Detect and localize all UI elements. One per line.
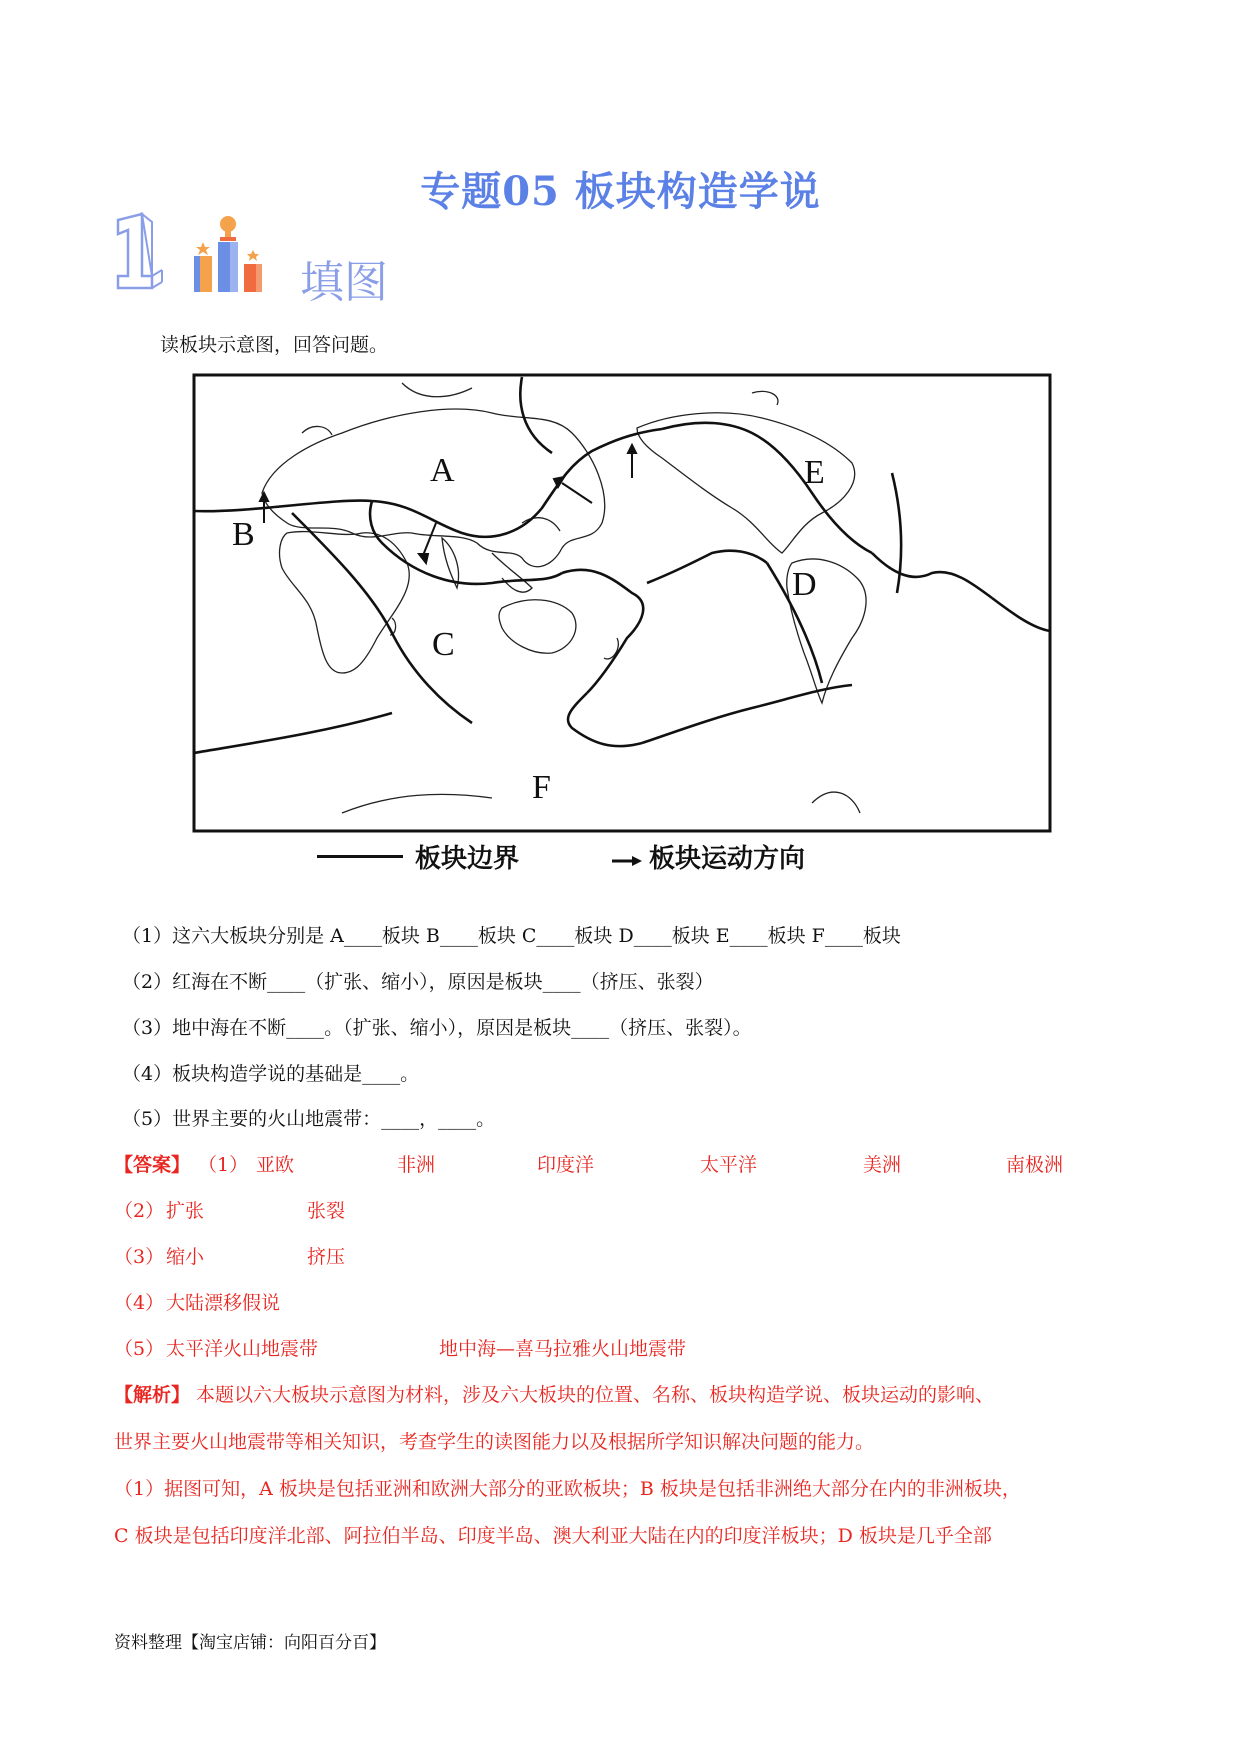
answer-4: 大陆漂移假说 bbox=[166, 1292, 281, 1314]
answer-5-b: 地中海—喜马拉雅火山地震带 bbox=[439, 1338, 687, 1360]
question-1: （1）这六大板块分别是 A____板块 B____板块 C____板块 D____板块 E____板块 F____板块 bbox=[122, 925, 901, 947]
legend-boundary-label: 板块边界 bbox=[415, 844, 520, 874]
question-2: （2）红海在不断____（扩张、缩小），原因是板块____（挤压、张裂） bbox=[122, 971, 714, 993]
legend-boundary-line bbox=[317, 855, 403, 858]
question-4: （4）板块构造学说的基础是____。 bbox=[122, 1063, 420, 1085]
answer-1-f: 南极洲 bbox=[1006, 1154, 1064, 1176]
answer-2-a: 扩张 bbox=[166, 1200, 205, 1222]
plate-label-a: A bbox=[430, 452, 455, 489]
plate-label-e: E bbox=[804, 454, 825, 491]
answer-1-e: 美洲 bbox=[863, 1154, 902, 1176]
legend-motion-label: 板块运动方向 bbox=[649, 844, 806, 874]
intro-text: 读板块示意图，回答问题。 bbox=[160, 334, 389, 356]
analysis-line-2: 世界主要火山地震带等相关知识，考查学生的读图能力以及根据所学知识解决问题的能力。 bbox=[114, 1431, 875, 1453]
page-title: 专题05 板块构造学说 bbox=[420, 168, 821, 215]
analysis-line-1: 本题以六大板块示意图为材料，涉及六大板块的位置、名称、板块构造学说、板块运动的影响、 bbox=[196, 1384, 995, 1406]
answer-4-prefix: （4） bbox=[114, 1292, 165, 1314]
analysis-tag: 【解析】 bbox=[114, 1384, 191, 1406]
answer-2-b: 张裂 bbox=[307, 1200, 346, 1222]
answer-1-d: 太平洋 bbox=[700, 1154, 758, 1176]
answer-1-b: 非洲 bbox=[397, 1154, 436, 1176]
section-number-graphic bbox=[112, 212, 178, 296]
answer-1-a: 亚欧 bbox=[256, 1154, 295, 1176]
answer-2-prefix: （2） bbox=[114, 1200, 165, 1222]
analysis-line-3: （1）据图可知，A 板块是包括亚洲和欧洲大部分的亚欧板块；B 板块是包括非洲绝大部分在内的非洲板块， bbox=[114, 1478, 1021, 1500]
analysis-line-4: C 板块是包括印度洋北部、阿拉伯半岛、印度半岛、澳大利亚大陆在内的印度洋板块；D 板块是几乎全部 bbox=[114, 1525, 992, 1547]
answer-1-prefix: （1） bbox=[198, 1154, 249, 1176]
plate-label-b: B bbox=[232, 516, 255, 553]
plate-label-c: C bbox=[432, 626, 455, 663]
question-3: （3）地中海在不断____。（扩张、缩小），原因是板块____（挤压、张裂）。 bbox=[122, 1017, 752, 1039]
footer-source: 资料整理【淘宝店铺：向阳百分百】 bbox=[114, 1633, 386, 1653]
answer-3-prefix: （3） bbox=[114, 1246, 165, 1268]
answer-3-a: 缩小 bbox=[166, 1246, 205, 1268]
section-label: 填图 bbox=[300, 257, 388, 308]
plate-label-f: F bbox=[532, 769, 551, 806]
podium-trophy-icon bbox=[190, 212, 270, 298]
answer-1-c: 印度洋 bbox=[537, 1154, 595, 1176]
question-5: （5）世界主要的火山地震带：____，____。 bbox=[122, 1108, 496, 1130]
legend-arrow-icon bbox=[612, 851, 642, 870]
answer-5-a: 太平洋火山地震带 bbox=[166, 1338, 319, 1360]
plate-tectonics-map bbox=[192, 373, 1054, 837]
plate-label-d: D bbox=[792, 566, 817, 603]
answer-5-prefix: （5） bbox=[114, 1338, 165, 1360]
answer-3-b: 挤压 bbox=[307, 1246, 346, 1268]
answer-tag: 【答案】 bbox=[114, 1154, 191, 1176]
